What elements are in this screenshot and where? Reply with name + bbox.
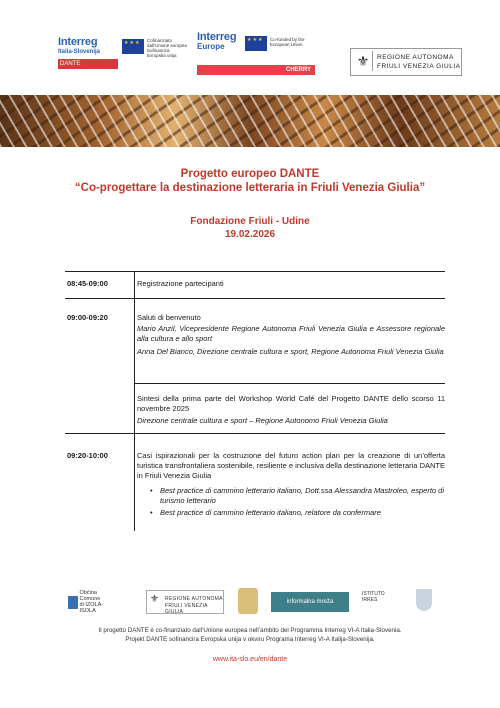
cherry-project-bar: CHERRY	[197, 65, 315, 75]
regione-line2: FRIULI VENEZIA GIULIA	[377, 63, 461, 70]
decorative-banner-image	[0, 95, 500, 147]
eu-cofunded-text: Co-funded by the European Union	[270, 37, 305, 47]
agenda-time-3: 09:20-10:00	[67, 451, 108, 460]
coat-of-arms-icon	[238, 588, 258, 614]
interreg-sub: Italia-Slovenija	[58, 49, 101, 55]
eagle-icon: ⚜	[150, 594, 159, 605]
interreg-project-bar: DANTE	[58, 59, 118, 69]
eu-flag-icon	[122, 39, 144, 54]
interreg-name: Interreg	[58, 36, 98, 48]
interreg-name: Interreg	[197, 31, 237, 43]
venue-block	[0, 215, 500, 241]
irres-logo: ISTITUTO IRRES	[362, 591, 385, 603]
regione-fvg-logo	[350, 48, 462, 76]
project-website-link[interactable]: www.ita-slo.eu/en/dante	[212, 656, 288, 663]
agenda-rule	[65, 298, 445, 299]
agenda-time-2: 09:00-09:20	[67, 313, 108, 322]
interreg-italia-slovenija-logo	[58, 37, 118, 69]
title-line1: Progetto europeo DANTE	[180, 168, 320, 180]
venue-date: 19.02.2026	[224, 229, 276, 240]
informalna-mreza-logo: informalna mreža	[271, 592, 349, 612]
agenda-bullet-2: • Best practice di cammino letterario italiano, relatore da confermare	[160, 508, 445, 518]
eagle-icon: ⚜	[354, 51, 373, 71]
interreg-sub: Europe	[197, 42, 225, 51]
eu-flag-icon	[245, 36, 267, 51]
agenda-time-1: 08:45-09:00	[67, 279, 108, 288]
agenda-item-synthesis-speaker: Direzione centrale cultura e sport – Regione Autonomo Friuli Venezia Giulia	[137, 416, 388, 425]
agenda-speaker-anzil: Mario Anzil, Vicepresidente Regione Autonoma Friuli Venezia Giulia e Assessore regionale alla cultura e allo sport	[137, 324, 445, 343]
agenda-item-cases-title: Casi ispirazionali per la costruzione del futuro action plan per la creazione di un’offerta turistica transfrontaliera sostenibile, resiliente e inclusiva della destinazione letteraria DANTE in Friuli Venezia Giulia	[137, 451, 445, 480]
agenda-rule	[65, 433, 445, 434]
agenda-column-divider	[134, 271, 135, 531]
eu-cofunded-text: Cofinanziato dall'Unione europea Sofinancira Evropska unija	[147, 38, 187, 58]
partner-logos	[0, 590, 500, 618]
agenda-rule	[134, 383, 445, 384]
agenda-bullet-1: • Best practice di cammino letterario italiano, Dott.ssa Alessandra Mastroleo, esperto di turismo letterario	[160, 486, 445, 506]
agenda-top-rule	[65, 271, 445, 272]
crest-icon	[416, 589, 432, 611]
agenda-speaker-delbianco: Anna Del Bianco, Direzione centrale cultura e sport, Regione Autonoma Friuli Venezia Giulia	[137, 347, 444, 356]
crest-icon	[68, 596, 78, 609]
disclaimer-it: Il progetto DANTE è co-finanziato dall’Unione europea nell’ambito del Programma Interreg VI-A Italia-Slovenia.	[98, 627, 402, 634]
regione-line1: REGIONE AUTONOMA	[377, 54, 454, 61]
venue-place: Fondazione Friuli - Udine	[190, 216, 310, 227]
regione-fvg-footer-logo: ⚜ REGIONE AUTONOMA FRIULI VENEZIA GIULIA	[146, 590, 224, 614]
page-title	[0, 167, 500, 195]
izola-isola-logo: Občina Comune di IZOLA-ISOLA	[68, 590, 106, 614]
agenda-item-registration: Registrazione partecipanti	[137, 279, 224, 288]
agenda-item-welcome-title: Saluti di benvenuto	[137, 313, 201, 322]
agenda-item-synthesis-title: Sintesi della prima parte del Workshop World Café del Progetto DANTE dello scorso 11 novembre 2025	[137, 394, 445, 413]
cofunding-disclaimer	[0, 626, 500, 644]
title-line2: “Co-progettare la destinazione letteraria in Friuli Venezia Giulia”	[74, 182, 426, 194]
disclaimer-sl: Projekt DANTE sofinancira Evropska unija v okviru Programa Interreg VI-A Italija-Slovenija.	[125, 636, 375, 643]
